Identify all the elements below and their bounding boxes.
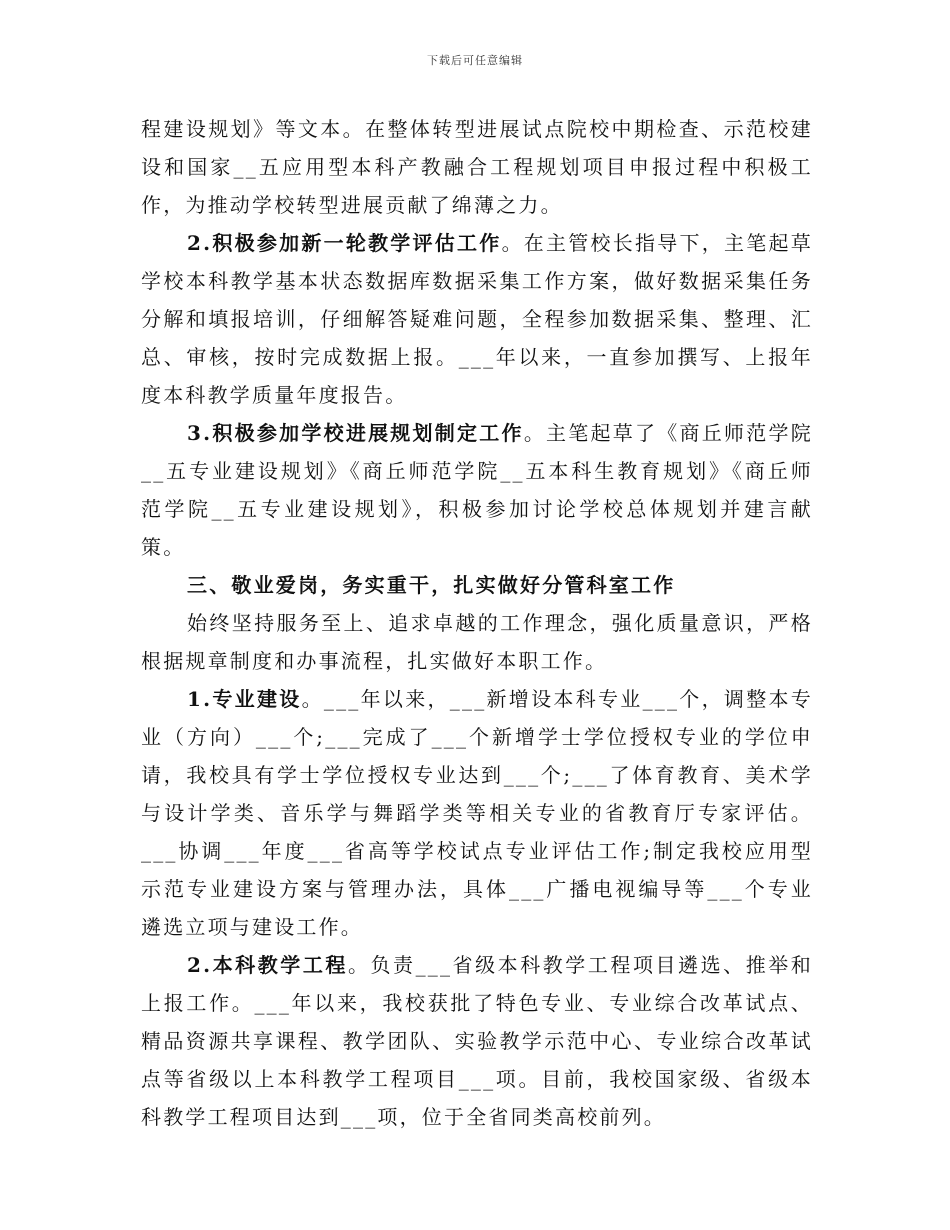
paragraph-text: 。负责___省级本科教学工程项目遴选、推举和上报工作。___年以来，我校获批了特色专业、专业综合改革试点、精品资源共享课程、教学团队、实验教学示范中心、专业综合改革试点等省级以上本科教学工程项目___项。目前，我校国家级、省级本科教学工程项目达到___项，位于全省同类高校前列。 [141,953,813,1129]
section-heading: 三、敬业爱岗，务实重干，扎实做好分管科室工作 [187,573,676,597]
paragraph-evaluation [141,224,813,414]
paragraph-major-construction [141,680,813,946]
page-header: 下载后可任意编辑 [427,54,523,67]
document-body [141,110,813,1136]
paragraph-continuation [141,110,813,224]
paragraph-text: 。在主管校长指导下，主笔起草学校本科教学基本状态数据库数据采集工作方案，做好数据采集任务分解和填报培训，仔细解答疑难问题，全程参加数据采集、整理、汇总、审核，按时完成数据上报。___年以来，一直参加撰写、上报年度本科教学质量年度报告。 [141,231,813,407]
paragraph-text: 。主笔起草了《商丘师范学院__五专业建设规划》《商丘师范学院__五本科生教育规划》《商丘师范学院__五专业建设规划》，积极参加讨论学校总体规划并建言献策。 [141,421,813,559]
paragraph-lead: 2.积极参加新一轮教学评估工作 [187,231,502,255]
paragraph-planning [141,414,813,566]
paragraph-text: 始终坚持服务至上、追求卓越的工作理念，强化质量意识，严格根据规章制度和办事流程，扎实做好本职工作。 [141,611,813,673]
paragraph-teaching-project [141,946,813,1136]
paragraph-lead: 3.积极参加学校进展规划制定工作 [187,421,524,445]
paragraph-text: 。___年以来，___新增设本科专业___个，调整本专业（方向）___个;___完成了___个新增学士学位授权专业的学位申请，我校具有学士学位授权专业达到___个;___了体育教育、美术学与设计学类、音乐学与舞蹈学类等相关专业的省教育厅专家评估。___协调___年度___省高等学校试点专业评估工作;制定我校应用型示范专业建设方案与管理办法，具体___广播电视编导等___个专业遴选立项与建设工作。 [141,687,813,939]
paragraph-lead: 1.专业建设 [187,687,302,711]
paragraph-lead: 2.本科教学工程 [187,953,348,977]
paragraph-intro [141,604,813,680]
paragraph-text: 程建设规划》等文本。在整体转型进展试点院校中期检查、示范校建设和国家__五应用型本科产教融合工程规划项目申报过程中积极工作，为推动学校转型进展贡献了绵薄之力。 [141,117,813,217]
